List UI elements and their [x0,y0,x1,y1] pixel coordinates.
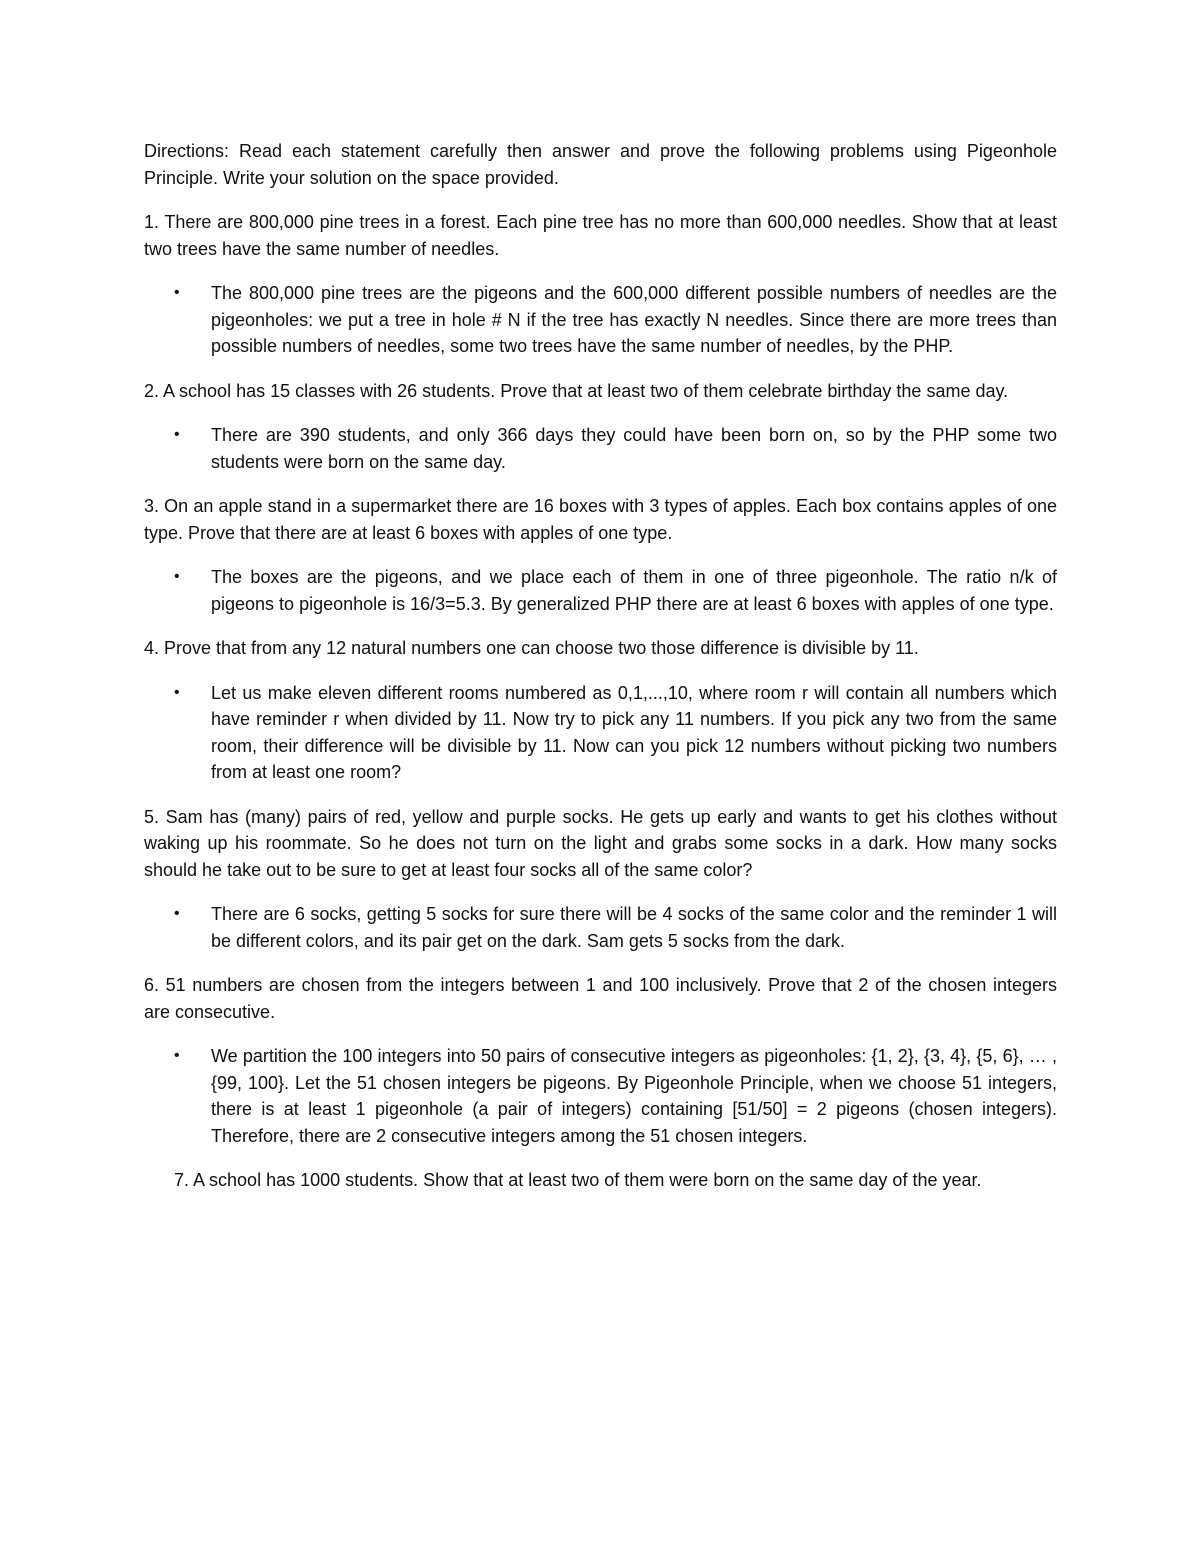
problem-2-answer [144,422,1057,475]
problem-7-question: 7. A school has 1000 students. Show that at least two of them were born on the same day of the year. [174,1170,982,1190]
problem-1-answer [144,280,1057,360]
problem-3-answer-list [144,564,1057,617]
problem-2-question: 2. A school has 15 classes with 26 students. Prove that at least two of them celebrate birthday the same day. [144,380,1009,401]
problem-5-answer [144,901,1057,954]
problem-4-answer-list [144,680,1057,786]
directions-text: Directions: Read each statement carefully then answer and prove the following problems using Pigeonhole Principle. Write your solution on the space provided. [144,141,1057,188]
problem-6-answer [144,1043,1057,1149]
problem-3-question: 3. On an apple stand in a supermarket there are 16 boxes with 3 types of apples. Each box contains apples of one type. Prove that there are at least 6 boxes with apples of one type. [144,496,1057,543]
bullet-icon: • [174,284,180,301]
bullet-icon: • [174,1047,180,1064]
answer-text: The 800,000 pine trees are the pigeons and the 600,000 different possible numbers of needles are the pigeonholes: we put a tree in hole # N if the tree has exactly N needles. Since there are more trees than possible numbers of needles, some two trees have the same number of needles, by the PHP. [211,283,1057,356]
bullet-icon: • [174,568,180,585]
problem-4-answer [144,680,1057,786]
bullet-icon: • [174,683,180,701]
problem-3-answer [144,564,1057,617]
answer-text: The boxes are the pigeons, and we place each of them in one of three pigeonhole. The ratio n/k of pigeons to pigeonhole is 16/3=5.3. By generalized PHP there are at least 6 boxes with apples of one type. [211,567,1057,614]
answer-text: There are 6 socks, getting 5 socks for sure there will be 4 socks of the same color and the reminder 1 will be different colors, and its pair get on the dark. Sam gets 5 socks from the dark. [211,904,1057,951]
answer-text: We partition the 100 integers into 50 pairs of consecutive integers as pigeonholes: {1, 2}, {3, 4}, {5, 6}, … , {99, 100}. Let the 51 chosen integers be pigeons. By Pigeonhole Principle, when we choose 51 integers, there is at least 1 pigeonhole (a pair of integers) containing [51/50] = 2 pigeons (chosen integers). Therefore, there are 2 consecutive integers among the 51 chosen integers. [211,1046,1057,1146]
problem-1-answer-list [144,280,1057,360]
bullet-icon: • [174,426,180,443]
problem-1-question: 1. There are 800,000 pine trees in a forest. Each pine tree has no more than 600,000 needles. Show that at least two trees have the same number of needles. [144,212,1057,259]
answer-text: Let us make eleven different rooms numbered as 0,1,...,10, where room r will contain all numbers which have reminder r when divided by 11. Now try to pick any 11 numbers. If you pick any two from the same room, their difference will be divisible by 11. Now can you pick 12 numbers without picking two numbers from at least one room? [211,682,1057,782]
problem-6-answer-list [144,1043,1057,1149]
document-page [144,138,1057,1212]
problem-5-question: 5. Sam has (many) pairs of red, yellow and purple socks. He gets up early and wants to get his clothes without waking up his roommate. So he does not turn on the light and grabs some socks in a dark. How many socks should he take out to be sure to get at least four socks all of the same color? [144,806,1057,880]
problem-2-answer-list [144,422,1057,475]
bullet-icon: • [174,905,180,922]
answer-text: There are 390 students, and only 366 days they could have been born on, so by the PHP some two students were born on the same day. [211,425,1057,472]
problem-6-question: 6. 51 numbers are chosen from the integers between 1 and 100 inclusively. Prove that 2 of the chosen integers are consecutive. [144,975,1057,1022]
problem-4-question: 4. Prove that from any 12 natural numbers one can choose two those difference is divisible by 11. [144,638,919,658]
problem-5-answer-list [144,901,1057,954]
